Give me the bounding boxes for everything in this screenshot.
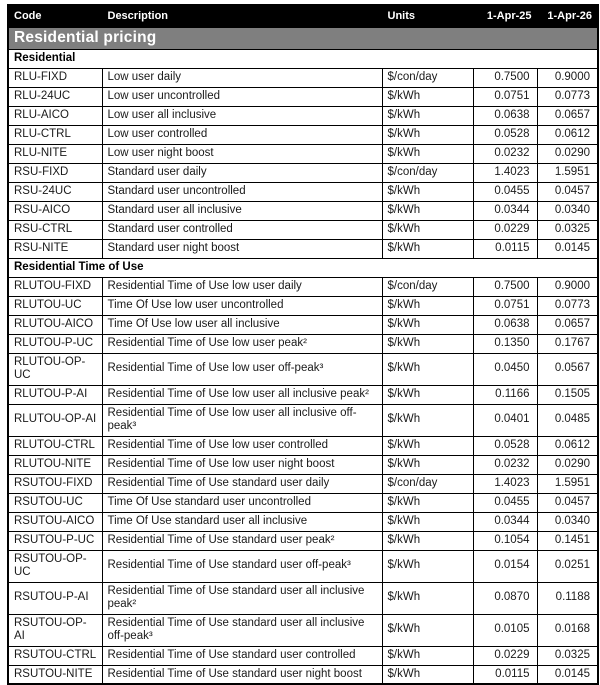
cell-price-apr25: 1.4023 [473,474,537,493]
cell-price-apr26: 0.0457 [537,182,598,201]
cell-price-apr26: 0.0145 [537,665,598,684]
cell-price-apr26: 0.0325 [537,646,598,665]
cell-price-apr26: 0.0145 [537,239,598,258]
cell-units: $/kWh [382,125,473,144]
cell-code: RSU-AICO [8,201,102,220]
table-row [8,582,598,614]
cell-price-apr26: 0.0325 [537,220,598,239]
cell-description: Residential Time of Use standard user peak² [102,531,382,550]
cell-units: $/kWh [382,334,473,353]
cell-price-apr25: 0.0455 [473,182,537,201]
cell-description: Residential Time of Use standard user off-peak³ [102,550,382,582]
cell-description: Residential Time of Use standard user controlled [102,646,382,665]
section-header-label: Residential [8,49,598,68]
cell-price-apr26: 0.9000 [537,68,598,87]
cell-price-apr26: 0.0567 [537,353,598,385]
table-row [8,474,598,493]
table-row [8,550,598,582]
cell-price-apr25: 0.0344 [473,512,537,531]
cell-code: RLUTOU-CTRL [8,436,102,455]
cell-code: RSUTOU-FIXD [8,474,102,493]
cell-units: $/kWh [382,201,473,220]
cell-price-apr26: 0.0657 [537,106,598,125]
table-row [8,182,598,201]
cell-description: Residential Time of Use low user daily [102,277,382,296]
cell-code: RLUTOU-NITE [8,455,102,474]
table-row [8,201,598,220]
section-header-row [8,258,598,277]
cell-price-apr26: 0.0340 [537,201,598,220]
cell-price-apr25: 0.0401 [473,404,537,436]
cell-price-apr26: 0.0340 [537,512,598,531]
cell-description: Residential Time of Use low user all inclusive off-peak³ [102,404,382,436]
cell-code: RLUTOU-OP-UC [8,353,102,385]
cell-price-apr25: 0.0638 [473,106,537,125]
cell-description: Standard user night boost [102,239,382,258]
cell-price-apr26: 1.5951 [537,474,598,493]
cell-price-apr26: 0.0251 [537,550,598,582]
cell-price-apr25: 0.7500 [473,68,537,87]
cell-description: Residential Time of Use low user night boost [102,455,382,474]
cell-units: $/kWh [382,493,473,512]
column-header-description: Description [102,5,382,27]
cell-description: Low user controlled [102,125,382,144]
cell-price-apr26: 0.0612 [537,436,598,455]
column-header-code: Code [8,5,102,27]
table-row [8,404,598,436]
cell-units: $/con/day [382,163,473,182]
column-header-apr26: 1-Apr-26 [537,5,598,27]
cell-price-apr26: 0.0290 [537,144,598,163]
cell-price-apr25: 0.0455 [473,493,537,512]
table-row [8,614,598,646]
cell-units: $/kWh [382,87,473,106]
cell-units: $/kWh [382,582,473,614]
cell-price-apr26: 0.0612 [537,125,598,144]
table-row [8,125,598,144]
cell-description: Standard user uncontrolled [102,182,382,201]
cell-price-apr25: 0.1350 [473,334,537,353]
table-row [8,220,598,239]
cell-description: Residential Time of Use low user controlled [102,436,382,455]
cell-code: RSUTOU-NITE [8,665,102,684]
table-row [8,665,598,684]
cell-price-apr25: 0.0232 [473,455,537,474]
cell-price-apr25: 0.0115 [473,665,537,684]
cell-price-apr25: 0.0105 [473,614,537,646]
cell-description: Residential Time of Use standard user all inclusive peak² [102,582,382,614]
cell-price-apr26: 1.5951 [537,163,598,182]
cell-price-apr25: 0.0115 [473,239,537,258]
cell-code: RSUTOU-OP-AI [8,614,102,646]
cell-description: Time Of Use low user all inclusive [102,315,382,334]
cell-code: RSUTOU-CTRL [8,646,102,665]
column-header-apr25: 1-Apr-25 [473,5,537,27]
cell-code: RSUTOU-AICO [8,512,102,531]
cell-description: Low user all inclusive [102,106,382,125]
table-row [8,163,598,182]
cell-units: $/kWh [382,182,473,201]
cell-units: $/kWh [382,296,473,315]
cell-price-apr25: 0.0344 [473,201,537,220]
table-row [8,436,598,455]
table-row [8,531,598,550]
column-header-units: Units [382,5,473,27]
cell-price-apr25: 0.0450 [473,353,537,385]
cell-price-apr25: 0.0528 [473,436,537,455]
cell-price-apr26: 0.0773 [537,296,598,315]
cell-price-apr26: 0.1451 [537,531,598,550]
table-row [8,646,598,665]
cell-code: RLUTOU-OP-AI [8,404,102,436]
cell-description: Residential Time of Use low user all inclusive peak² [102,385,382,404]
table-row [8,334,598,353]
table-row [8,315,598,334]
cell-code: RLU-24UC [8,87,102,106]
cell-code: RLU-AICO [8,106,102,125]
cell-price-apr25: 0.0229 [473,220,537,239]
cell-units: $/con/day [382,277,473,296]
cell-description: Residential Time of Use standard user night boost [102,665,382,684]
cell-description: Time Of Use standard user all inclusive [102,512,382,531]
cell-units: $/kWh [382,614,473,646]
cell-price-apr25: 0.1166 [473,385,537,404]
cell-units: $/kWh [382,550,473,582]
table-row [8,385,598,404]
cell-price-apr25: 0.0154 [473,550,537,582]
cell-code: RLUTOU-AICO [8,315,102,334]
cell-description: Low user night boost [102,144,382,163]
cell-price-apr26: 0.0457 [537,493,598,512]
cell-units: $/kWh [382,531,473,550]
cell-units: $/kWh [382,385,473,404]
cell-price-apr26: 0.0657 [537,315,598,334]
cell-code: RLUTOU-P-UC [8,334,102,353]
cell-description: Standard user all inclusive [102,201,382,220]
cell-units: $/kWh [382,144,473,163]
cell-price-apr26: 0.0485 [537,404,598,436]
cell-units: $/con/day [382,474,473,493]
cell-description: Standard user controlled [102,220,382,239]
table-row [8,277,598,296]
cell-code: RSUTOU-P-AI [8,582,102,614]
table-title-band: Residential pricing [8,27,598,49]
cell-description: Time Of Use low user uncontrolled [102,296,382,315]
cell-price-apr26: 0.1767 [537,334,598,353]
cell-price-apr25: 0.0870 [473,582,537,614]
table-row [8,239,598,258]
cell-code: RSUTOU-UC [8,493,102,512]
table-row [8,106,598,125]
cell-price-apr25: 0.0528 [473,125,537,144]
cell-description: Time Of Use standard user uncontrolled [102,493,382,512]
cell-code: RLU-CTRL [8,125,102,144]
cell-price-apr26: 0.9000 [537,277,598,296]
cell-price-apr25: 1.4023 [473,163,537,182]
cell-units: $/kWh [382,455,473,474]
table-row [8,512,598,531]
table-row [8,68,598,87]
cell-code: RLUTOU-P-AI [8,385,102,404]
cell-price-apr26: 0.1505 [537,385,598,404]
table-header-row [8,5,598,27]
cell-description: Standard user daily [102,163,382,182]
cell-code: RLUTOU-FIXD [8,277,102,296]
cell-units: $/con/day [382,68,473,87]
cell-description: Residential Time of Use low user peak² [102,334,382,353]
section-header-row [8,49,598,68]
cell-units: $/kWh [382,404,473,436]
cell-units: $/kWh [382,436,473,455]
table-row [8,144,598,163]
cell-description: Residential Time of Use standard user all inclusive off-peak³ [102,614,382,646]
cell-price-apr26: 0.0168 [537,614,598,646]
cell-price-apr25: 0.0229 [473,646,537,665]
cell-price-apr25: 0.7500 [473,277,537,296]
cell-description: Residential Time of Use standard user daily [102,474,382,493]
table-row [8,493,598,512]
table-row [8,353,598,385]
cell-code: RSUTOU-P-UC [8,531,102,550]
cell-units: $/kWh [382,239,473,258]
cell-description: Low user uncontrolled [102,87,382,106]
residential-pricing-table [7,4,599,685]
cell-units: $/kWh [382,665,473,684]
cell-units: $/kWh [382,646,473,665]
cell-units: $/kWh [382,106,473,125]
cell-price-apr26: 0.0290 [537,455,598,474]
cell-code: RSU-CTRL [8,220,102,239]
cell-price-apr25: 0.0751 [473,296,537,315]
table-row [8,87,598,106]
cell-price-apr26: 0.1188 [537,582,598,614]
cell-units: $/kWh [382,315,473,334]
cell-price-apr26: 0.0773 [537,87,598,106]
cell-code: RLU-FIXD [8,68,102,87]
cell-units: $/kWh [382,512,473,531]
table-row [8,296,598,315]
cell-code: RSU-24UC [8,182,102,201]
cell-code: RLUTOU-UC [8,296,102,315]
cell-price-apr25: 0.0751 [473,87,537,106]
cell-description: Residential Time of Use low user off-peak³ [102,353,382,385]
cell-code: RSU-NITE [8,239,102,258]
section-header-label: Residential Time of Use [8,258,598,277]
cell-description: Low user daily [102,68,382,87]
cell-price-apr25: 0.0638 [473,315,537,334]
cell-price-apr25: 0.0232 [473,144,537,163]
cell-units: $/kWh [382,220,473,239]
cell-code: RLU-NITE [8,144,102,163]
cell-code: RSUTOU-OP-UC [8,550,102,582]
table-title-band-row [8,27,598,49]
cell-price-apr25: 0.1054 [473,531,537,550]
table-row [8,455,598,474]
cell-units: $/kWh [382,353,473,385]
cell-code: RSU-FIXD [8,163,102,182]
